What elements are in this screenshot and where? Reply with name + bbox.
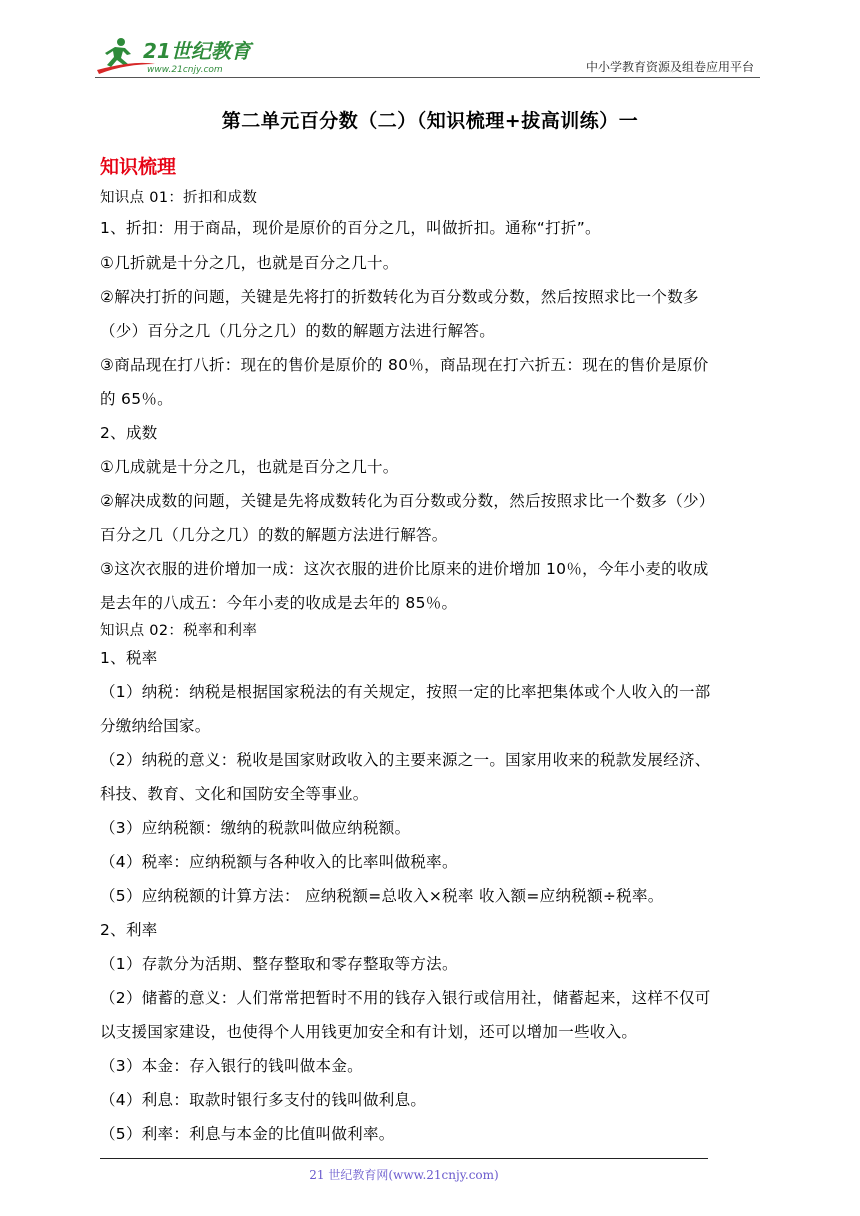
text-line: ①几折就是十分之几，也就是百分之几十。 (100, 254, 399, 272)
text-line: 分缴纳给国家。 (100, 717, 211, 735)
text-line: 以支援国家建设，也使得个人用钱更加安全和有计划，还可以增加一些收入。 (100, 1023, 638, 1041)
text-line: 科技、教育、文化和国防安全等事业。 (100, 785, 369, 803)
text-line: 1、折扣：用于商品，现价是原价的百分之几，叫做折扣。通称“打折”。 (100, 219, 601, 237)
footer-text: 21 世纪教育网(www.21cnjy.com) (309, 1168, 499, 1182)
text-line: 是去年的八成五：今年小麦的收成是去年的 85％。 (100, 594, 458, 612)
text-line: （5）应纳税额的计算方法： 应纳税额=总收入×税率 收入额=应纳税额÷税率。 (100, 887, 664, 905)
text-line: ②解决成数的问题，关键是先将成数转化为百分数或分数，然后按照求比一个数多（少） (100, 492, 715, 510)
text-line: 知识点 01：折扣和成数 (100, 190, 258, 206)
text-line: （3）本金：存入银行的钱叫做本金。 (100, 1057, 363, 1075)
page-title: 第二单元百分数（二）（知识梳理+拔高训练）一 (221, 110, 639, 132)
section-heading: 知识梳理 (100, 156, 177, 178)
text-line: ③这次衣服的进价增加一成：这次衣服的进价比原来的进价增加 10％，今年小麦的收成 (100, 560, 709, 578)
page-header (95, 28, 760, 80)
text-line: （少）百分之几（几分之几）的数的解题方法进行解答。 (100, 322, 496, 340)
text-line: （1）纳税：纳税是根据国家税法的有关规定，按照一定的比率把集体或个人收入的一部 (100, 683, 711, 701)
footer-divider (100, 1158, 708, 1159)
svg-text:21世纪教育: 21世纪教育 (143, 39, 251, 63)
text-line: （3）应纳税额：缴纳的税款叫做应纳税额。 (100, 819, 411, 837)
text-line: 百分之几（几分之几）的数的解题方法进行解答。 (100, 526, 448, 544)
logo (95, 34, 285, 76)
text-line: 的 65％。 (100, 390, 173, 408)
text-line: （4）利息：取款时银行多支付的钱叫做利息。 (100, 1091, 427, 1109)
text-line: ③商品现在打八折：现在的售价是原价的 80％，商品现在打六折五：现在的售价是原价 (100, 356, 709, 374)
text-line: 2、利率 (100, 921, 158, 939)
text-line: ①几成就是十分之几，也就是百分之几十。 (100, 458, 399, 476)
header-platform-text: 中小学教育资源及组卷应用平台 (585, 60, 754, 74)
text-line: （1）存款分为活期、整存整取和零存整取等方法。 (100, 955, 458, 973)
text-line: （2）储蓄的意义：人们常常把暂时不用的钱存入银行或信用社，储蓄起来，这样不仅可 (100, 989, 711, 1007)
header-divider (95, 77, 760, 78)
text-line: 知识点 02：税率和利率 (100, 623, 258, 639)
text-line: ②解决打折的问题，关键是先将打的折数转化为百分数或分数，然后按照求比一个数多 (100, 288, 699, 306)
text-line: （2）纳税的意义：税收是国家财政收入的主要来源之一。国家用收来的税款发展经济、 (100, 751, 711, 769)
text-line: 1、税率 (100, 649, 158, 667)
text-line: 2、成数 (100, 424, 158, 442)
svg-text:www.21cnjy.com: www.21cnjy.com (147, 65, 223, 75)
text-line: （4）税率：应纳税额与各种收入的比率叫做税率。 (100, 853, 458, 871)
text-line: （5）利率：利息与本金的比值叫做利率。 (100, 1125, 395, 1143)
